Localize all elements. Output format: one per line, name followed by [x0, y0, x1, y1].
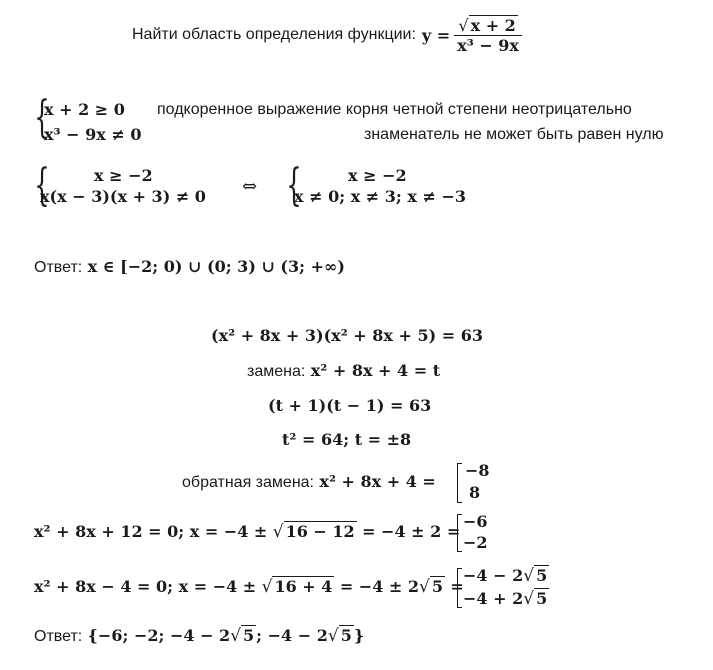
task1-title [132, 10, 522, 60]
case2-equals: = [450, 577, 464, 596]
back-option-1: −8 [465, 461, 490, 480]
task1-func-lhs: y = [421, 25, 451, 45]
task1-prompt: Найти область определения функции: [132, 26, 416, 43]
task2-answer-root2: 5 [340, 626, 352, 645]
case2-option-1: −4 − 2√ 5 [463, 566, 548, 586]
system1-brace: { [34, 92, 50, 143]
t-equation: (t + 1)(t − 1) = 63 [268, 396, 432, 415]
system2-brace: { [34, 160, 50, 211]
back-substitution-math: x² + 8x + 4 = [319, 472, 436, 491]
case1-root: 16 − 12 [285, 522, 355, 541]
case2-option-2-root: 5 [536, 589, 548, 608]
substitution-label: замена: [247, 363, 306, 380]
back-substitution-bracket [457, 463, 462, 503]
task1-answer-label: Ответ: [34, 259, 83, 276]
system1-row1-note: подкоренное выражение корня четной степени неотрицательно [157, 101, 632, 118]
back-substitution-label: обратная замена: [182, 474, 314, 491]
system2-row2: x(x − 3)(x + 3) ≠ 0 [40, 187, 206, 206]
case1-start: x² + 8x + 12 = 0; x = −4 ± [34, 522, 268, 541]
case1-option-2: −2 [463, 533, 488, 552]
system3-row2: x ≠ 0; x ≠ 3; x ≠ −3 [294, 187, 467, 206]
task2-answer-a: {−6; −2; −4 − 2 [87, 626, 231, 645]
back-substitution-line [182, 472, 436, 492]
substitution-math: x² + 8x + 4 = t [310, 361, 441, 380]
system3-brace: { [286, 160, 302, 211]
t-solution: t² = 64; t = ±8 [282, 430, 412, 449]
task1-func-numerator: x + 2 [470, 15, 516, 35]
case2-bracket [457, 568, 462, 608]
case1-line: x² + 8x + 12 = 0; x = −4 ± √ 16 − 12 = −4 ± 2 = [34, 522, 461, 542]
task1-answer [34, 257, 345, 277]
case2-line: x² + 8x − 4 = 0; x = −4 ± √ 16 + 4 = −4 ± 2√ 5 = [34, 577, 464, 597]
back-option-2: 8 [469, 483, 481, 502]
system3-row1: x ≥ −2 [348, 166, 407, 185]
task2-answer-root1: 5 [243, 626, 255, 645]
system2-row1: x ≥ −2 [94, 166, 153, 185]
case2-end: = −4 ± 2 [339, 577, 420, 596]
case2-root: 16 + 4 [274, 577, 333, 596]
case1-end: = −4 ± 2 = [362, 522, 461, 541]
system1-row2-math: x³ − 9x ≠ 0 [44, 125, 142, 144]
substitution-line [247, 361, 440, 381]
case2-option-2-a: −4 + 2 [463, 589, 524, 608]
case1-bracket [457, 514, 462, 552]
case2-option-1-a: −4 − 2 [463, 566, 524, 585]
case1-option-1: −6 [463, 512, 488, 531]
equivalence-symbol: ⇔ [242, 176, 258, 197]
task1-answer-math: x ∈ [−2; 0) ∪ (0; 3) ∪ (3; +∞) [87, 257, 345, 276]
task1-function-fraction: $\frac{√ x + 2}{\text{x³ − 9x}}$ [454, 16, 522, 55]
case2-option-2: −4 + 2√ 5 [463, 589, 548, 609]
case2-root5: 5 [431, 577, 443, 596]
task2-answer: Ответ: {−6; −2; −4 − 2√ 5 ; −4 − 2√ 5 } [34, 626, 365, 646]
system1-row2-note: знаменатель не может быть равен нулю [364, 126, 664, 143]
task2-answer-b: ; −4 − 2 [256, 626, 328, 645]
case2-option-1-root: 5 [536, 566, 548, 585]
task1-func-denominator: x³ − 9x [457, 35, 519, 55]
case2-start: x² + 8x − 4 = 0; x = −4 ± [34, 577, 257, 596]
task2-answer-c: } [353, 626, 365, 645]
system1-row1-math: x + 2 ≥ 0 [44, 100, 125, 119]
task2-equation: (x² + 8x + 3)(x² + 8x + 5) = 63 [211, 326, 483, 345]
task2-answer-label: Ответ: [34, 628, 83, 645]
